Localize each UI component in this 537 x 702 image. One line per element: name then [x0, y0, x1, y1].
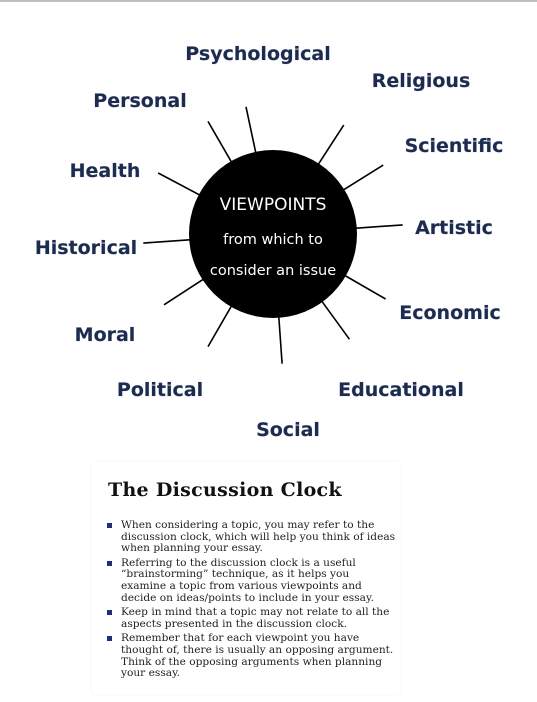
spoke-line-personal	[208, 121, 233, 164]
label-historical: Historical	[34, 237, 138, 259]
label-economic: Economic	[399, 302, 501, 324]
label-moral: Moral	[74, 324, 136, 346]
list-item-text: Keep in mind that a topic may not relate to all the aspects presented in the discussion clock.	[121, 606, 390, 630]
spoke-line-historical	[143, 240, 193, 244]
panel-title: The Discussion Clock	[108, 479, 342, 501]
label-educational: Educational	[338, 379, 464, 401]
label-social: Social	[256, 419, 320, 441]
spoke-line-health	[158, 173, 202, 196]
center-line-3: consider an issue	[209, 263, 337, 279]
bullet-square-icon	[107, 636, 112, 641]
spoke-line-psychological	[246, 107, 256, 156]
panel-bullet-list	[107, 520, 397, 683]
spoke-line-political	[208, 303, 233, 346]
list-item-text: When considering a topic, you may refer to the discussion clock, which will help you think of ideas when planning your essay.	[121, 519, 396, 555]
spoke-line-scientific	[341, 165, 383, 192]
list-item	[107, 520, 397, 555]
label-personal: Personal	[93, 90, 187, 112]
label-scientific: Scientific	[404, 135, 504, 157]
label-political: Political	[116, 379, 204, 401]
list-item-text: Referring to the discussion clock is a useful “brainstorming” technique, as it helps you examine a topic from various viewpoints and decide on ideas/points to include in your essay.	[121, 556, 374, 604]
list-item	[107, 607, 397, 630]
center-line-1: VIEWPOINTS	[219, 195, 327, 215]
spoke-line-economic	[342, 274, 385, 299]
label-psychological: Psychological	[185, 43, 331, 65]
spoke-line-artistic	[353, 225, 403, 229]
bullet-square-icon	[107, 561, 112, 566]
bullet-square-icon	[107, 610, 112, 615]
spoke-line-educational	[320, 299, 349, 340]
discussion-clock-panel	[92, 462, 400, 694]
list-item	[107, 633, 397, 679]
label-artistic: Artistic	[415, 217, 493, 239]
spoke-line-social	[279, 314, 283, 364]
label-religious: Religious	[371, 70, 471, 92]
center-line-2: from which to	[223, 232, 323, 248]
list-item	[107, 558, 397, 604]
list-item-text: Remember that for each viewpoint you have thought of, there is usually an opposing argument. Think of the opposing arguments when planning your essay.	[121, 632, 394, 680]
spoke-line-religious	[317, 125, 344, 167]
label-health: Health	[69, 160, 141, 182]
spoke-line-moral	[164, 278, 206, 305]
bullet-square-icon	[107, 523, 112, 528]
